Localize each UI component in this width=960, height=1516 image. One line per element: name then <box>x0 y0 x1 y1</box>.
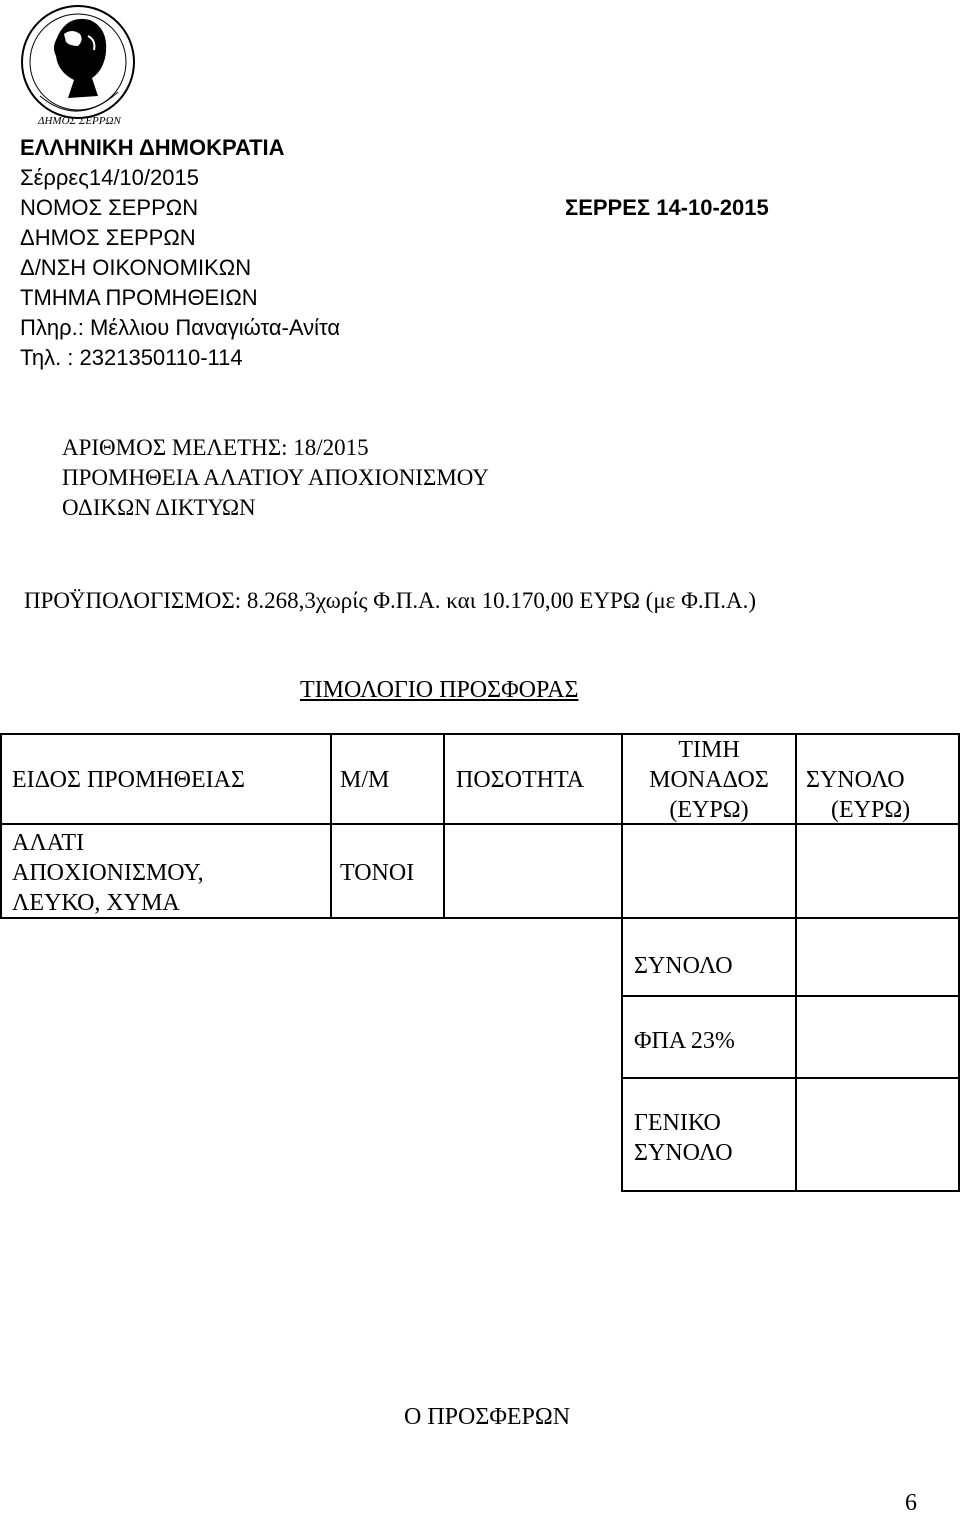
subtotal-value-cell <box>795 917 960 997</box>
place-date-line: Σέρρες14/10/2015 <box>20 165 199 190</box>
date-right: ΣΕΡΡΕΣ 14-10-2015 <box>565 195 769 220</box>
row-item-l1: ΑΛΑΤΙ <box>12 830 85 856</box>
row-cell-total <box>795 823 960 919</box>
directorate-line: Δ/ΝΣΗ ΟΙΚΟΝΟΜΙΚΩΝ <box>20 255 252 280</box>
header-total-l1: ΣΥΝΟΛΟ <box>806 767 905 793</box>
row-item-l3: ΛΕΥΚΟ, ΧΥΜΑ <box>12 890 180 916</box>
row-item-l2: ΑΠΟΧΙΟΝΙΣΜΟΥ, <box>12 860 204 886</box>
header-unit-price-l3: (ΕΥΡΩ) <box>669 797 749 823</box>
row-unit: ΤΟΝΟΙ <box>340 860 415 886</box>
study-title-line1: ΠΡΟΜΗΘΕΙΑ ΑΛΑΤΙΟΥ ΑΠΟΧΙΟΝΙΣΜΟΥ <box>62 465 489 490</box>
vat-value-cell <box>795 995 960 1079</box>
prefecture-line: ΝΟΜΟΣ ΣΕΡΡΩΝ <box>20 195 199 220</box>
municipality-logo <box>18 0 138 130</box>
header-unit: Μ/Μ <box>340 767 390 793</box>
header-unit-price-l2: ΜΟΝΑΔΟΣ <box>649 767 769 793</box>
study-number: ΑΡΙΘΜΟΣ ΜΕΛΕΤΗΣ: 18/2015 <box>62 435 369 460</box>
phone-line: Τηλ. : 2321350110-114 <box>20 345 243 370</box>
invoice-title: ΤΙΜΟΛΟΓΙΟ ΠΡΟΣΦΟΡΑΣ <box>300 677 579 703</box>
header-unit-price-l1: ΤΙΜΗ <box>678 737 740 763</box>
row-cell-unit-price <box>621 823 797 919</box>
grand-total-value-cell <box>795 1077 960 1192</box>
offeror-label: Ο ΠΡΟΣΦΕΡΩΝ <box>404 1404 571 1430</box>
header-total-l2: (ΕΥΡΩ) <box>831 797 911 823</box>
header-quantity: ΠΟΣΟΤΗΤΑ <box>456 767 585 793</box>
vat-label: ΦΠΑ 23% <box>634 1028 735 1054</box>
grand-total-label-l1: ΓΕΝΙΚΟ <box>634 1110 721 1136</box>
study-title-line2: ΟΔΙΚΩΝ ΔΙΚΤΥΩΝ <box>62 495 256 520</box>
budget-line: ΠΡΟΫΠΟΛΟΓΙΣΜΟΣ: 8.268,3χωρίς Φ.Π.Α. και 10.170,00 ΕΥΡΩ (με Φ.Π.Α.) <box>24 588 757 613</box>
department-line: ΤΜΗΜΑ ΠΡΟΜΗΘΕΙΩΝ <box>20 285 258 310</box>
header-item: ΕΙΔΟΣ ΠΡΟΜΗΘΕΙΑΣ <box>12 767 245 793</box>
row-cell-quantity <box>443 823 623 919</box>
subtotal-label: ΣΥΝΟΛΟ <box>634 953 733 979</box>
municipality-line: ΔΗΜΟΣ ΣΕΡΡΩΝ <box>20 225 196 250</box>
country-heading: ΕΛΛΗΝΙΚΗ ΔΗΜΟΚΡΑΤΙΑ <box>20 135 285 160</box>
contact-person-line: Πληρ.: Μέλλιου Παναγιώτα-Ανίτα <box>20 315 341 340</box>
grand-total-label-l2: ΣΥΝΟΛΟ <box>634 1140 733 1166</box>
page-number: 6 <box>905 1490 917 1516</box>
logo-text: ΔΗΜΟΣ ΣΕΡΡΩΝ <box>38 115 121 127</box>
